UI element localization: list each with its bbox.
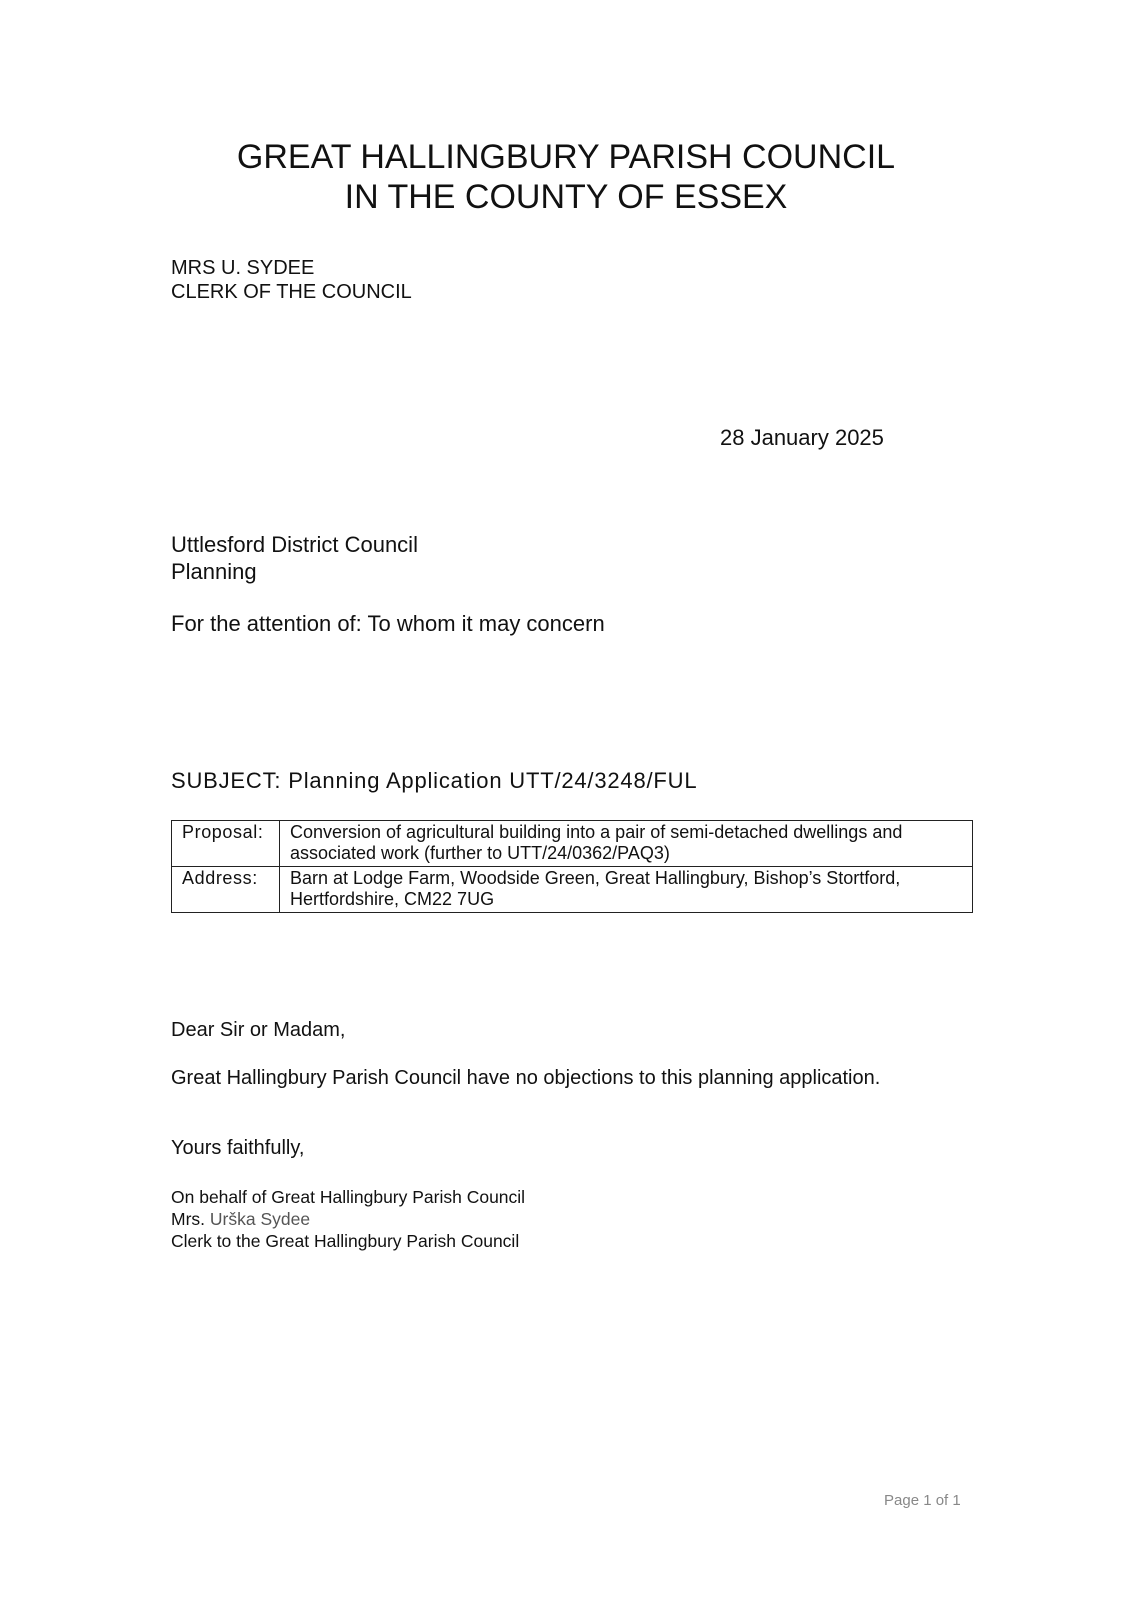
signature-name: Urška Sydee [209, 1209, 311, 1229]
table-row [172, 821, 973, 867]
signature-role: Clerk to the Great Hallingbury Parish Council [171, 1231, 520, 1251]
council-title: GREAT HALLINGBURY PARISH COUNCIL [236, 138, 896, 176]
closing: Yours faithfully, [171, 1137, 305, 1159]
application-details-table [171, 820, 973, 913]
attention-line: For the attention of: To whom it may concern [171, 611, 605, 636]
recipient-department: Planning [171, 559, 257, 584]
clerk-role: CLERK OF THE COUNCIL [171, 281, 412, 303]
recipient-organisation: Uttlesford District Council [171, 532, 418, 557]
signature-prefix: Mrs. [171, 1209, 206, 1229]
address-label: Address: [172, 867, 280, 913]
clerk-name: MRS U. SYDEE [171, 257, 315, 279]
signature-name-line [171, 1208, 310, 1230]
table-row [172, 867, 973, 913]
address-value: Barn at Lodge Farm, Woodside Green, Great Hallingbury, Bishop’s Stortford, Hertfordshire, CM22 7UG [280, 867, 973, 913]
county-subtitle: IN THE COUNTY OF ESSEX [344, 178, 788, 216]
page-number: Page 1 of 1 [884, 1492, 961, 1509]
proposal-label: Proposal: [172, 821, 280, 867]
salutation: Dear Sir or Madam, [171, 1019, 346, 1041]
signature-on-behalf: On behalf of Great Hallingbury Parish Council [171, 1187, 526, 1207]
subject-line: SUBJECT: Planning Application UTT/24/3248/FUL [171, 768, 698, 793]
letter-statement: Great Hallingbury Parish Council have no objections to this planning application. [171, 1067, 881, 1089]
proposal-value: Conversion of agricultural building into a pair of semi-detached dwellings and associated work (further to UTT/24/0362/PAQ3) [280, 821, 973, 867]
letter-date: 28 January 2025 [720, 425, 884, 450]
